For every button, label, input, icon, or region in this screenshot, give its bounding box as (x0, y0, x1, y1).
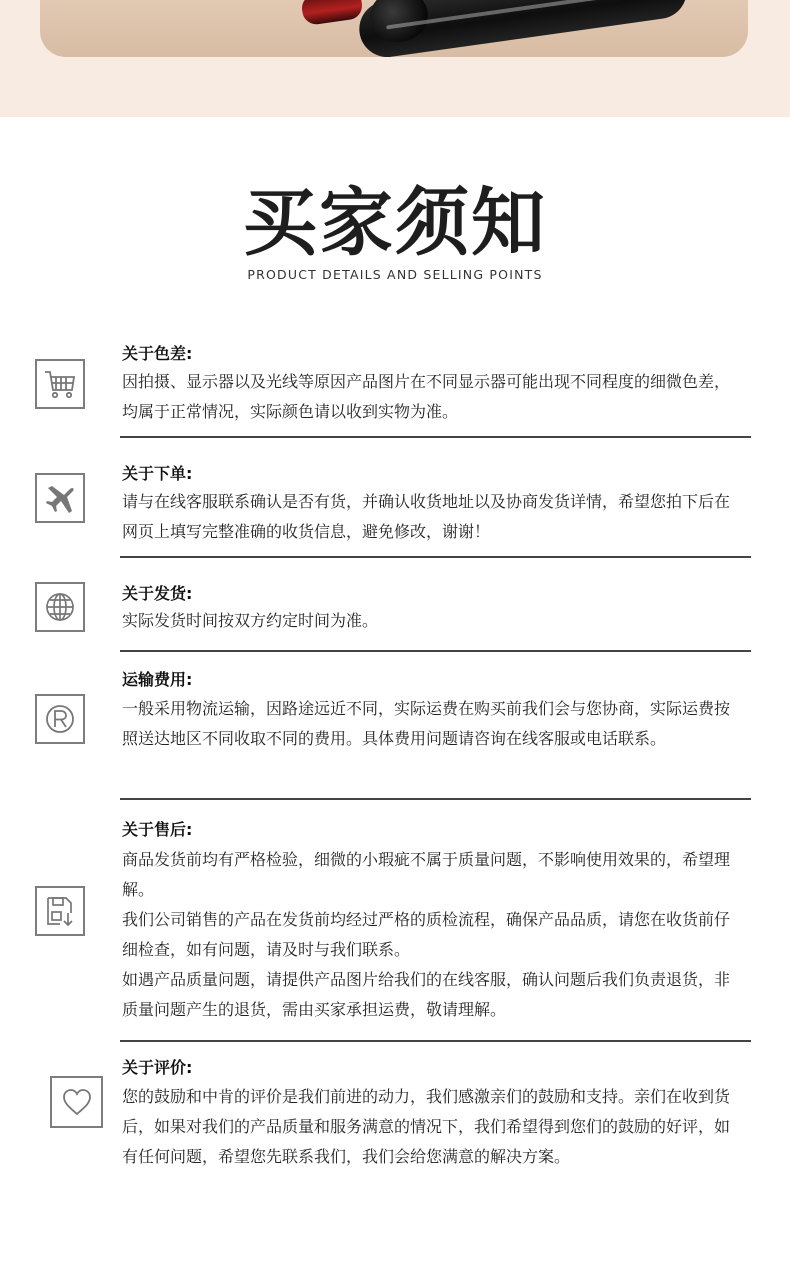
section-paragraph: 商品发货前均有严格检验，细微的小瑕疵不属于质量问题，不影响使用效果的，希望理解。 (122, 850, 731, 899)
section-paragraph: 我们公司销售的产品在发货前均经过严格的质检流程，确保产品品质，请您在收货前仔细检查，如有问题，请及时与我们联系。 (122, 910, 731, 959)
tube-cap (300, 0, 364, 26)
registered-icon (35, 694, 85, 744)
section-paragraph: 实际发货时间按双方约定时间为准。 (122, 611, 379, 630)
product-photo (40, 0, 748, 57)
section-title-aftersales: 关于售后: (122, 820, 193, 839)
page-title: 买家须知 (243, 180, 547, 266)
section-title-reviews: 关于评价: (122, 1058, 193, 1077)
section-body-color (122, 367, 737, 427)
section-body-aftersales (122, 845, 737, 1025)
section-body-reviews (122, 1082, 737, 1172)
section-divider (120, 436, 751, 438)
section-paragraph: 您的鼓励和中肯的评价是我们前进的动力，我们感激亲们的鼓励和支持。亲们在收到货后，如果对我们的产品质量和服务满意的情况下，我们希望得到您们的鼓励的好评，如有任何问题，希望您先联系我们，我们会给您满意的解决方案。 (122, 1087, 731, 1166)
section-title-fees: 运输费用: (122, 670, 193, 689)
section-divider (120, 798, 751, 800)
top-banner (0, 0, 790, 117)
airplane-icon (35, 473, 85, 523)
section-title-shipping: 关于发货: (122, 584, 193, 603)
page-subtitle: PRODUCT DETAILS AND SELLING POINTS (247, 267, 543, 282)
section-paragraph: 请与在线客服联系确认是否有货，并确认收货地址以及协商发货详情，希望您拍下后在网页上填写完整准确的收货信息，避免修改，谢谢！ (122, 492, 731, 541)
section-paragraph: 因拍摄、显示器以及光线等原因产品图片在不同显示器可能出现不同程度的细微色差，均属于正常情况，实际颜色请以收到实物为准。 (122, 372, 731, 421)
section-title-order: 关于下单: (122, 464, 193, 483)
section-body-order (122, 487, 737, 547)
section-paragraph: 如遇产品质量问题，请提供产品图片给我们的在线客服，确认问题后我们负责退货，非质量问题产生的退货，需由买家承担运费，敬请理解。 (122, 970, 731, 1019)
section-divider (120, 556, 751, 558)
section-body-shipping (122, 606, 737, 636)
shopping-cart-icon (35, 359, 85, 409)
section-title-color: 关于色差: (122, 344, 193, 363)
globe-icon (35, 582, 85, 632)
heart-icon (50, 1076, 103, 1128)
save-download-icon (35, 886, 85, 936)
section-divider (120, 650, 751, 652)
section-paragraph: 一般采用物流运输，因路途远近不同，实际运费在购买前我们会与您协商，实际运费按照送达地区不同收取不同的费用。具体费用问题请咨询在线客服或电话联系。 (122, 699, 731, 748)
section-body-fees (122, 694, 737, 754)
section-divider (120, 1040, 751, 1042)
